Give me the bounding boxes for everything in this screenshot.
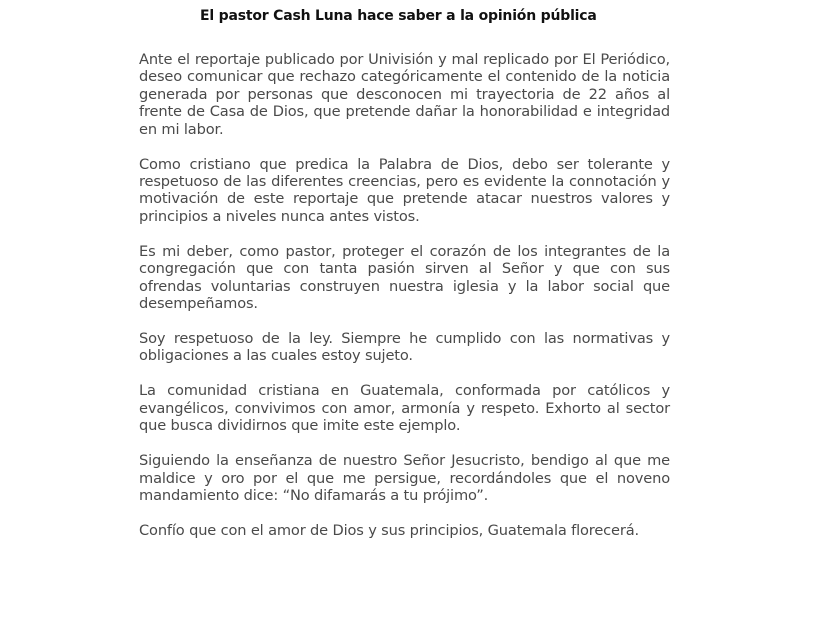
paragraph: La comunidad cristiana en Guatemala, conformada por católicos y evangélicos, convivimos con amor, armonía y respeto. Exhorto al sector que busca dividirnos que imite este ejemplo. bbox=[139, 382, 670, 435]
paragraph: Ante el reportaje publicado por Univisión y mal replicado por El Periódico, deseo comunicar que rechazo categóricamente el contenido de la noticia generada por personas que desconocen mi trayectoria de 22 años al frente de Casa de Dios, que pretende dañar la honorabilidad e integridad en mi labor. bbox=[139, 51, 670, 138]
statement-body bbox=[139, 51, 670, 540]
paragraph: Es mi deber, como pastor, proteger el corazón de los integrantes de la congregación que con tanta pasión sirven al Señor y que con sus ofrendas voluntarias construyen nuestra iglesia y la labor social que desempeñamos. bbox=[139, 242, 670, 313]
statement-title: El pastor Cash Luna hace saber a la opinión pública bbox=[200, 8, 597, 24]
paragraph: Como cristiano que predica la Palabra de Dios, debo ser tolerante y respetuoso de las diferentes creencias, pero es evidente la connotación y motivación de este reportaje que pretende atacar nuestros valores y principios a niveles nunca antes vistos. bbox=[139, 155, 670, 225]
paragraph: Siguiendo la enseñanza de nuestro Señor Jesucristo, bendigo al que me maldice y oro por el que me persigue, recordándoles que el noveno mandamiento dice: “No difamarás a tu prójimo”. bbox=[139, 452, 670, 505]
paragraph: Confío que con el amor de Dios y sus principios, Guatemala florecerá. bbox=[139, 522, 639, 540]
paragraph: Soy respetuoso de la ley. Siempre he cumplido con las normativas y obligaciones a las cuales estoy sujeto. bbox=[139, 330, 670, 365]
